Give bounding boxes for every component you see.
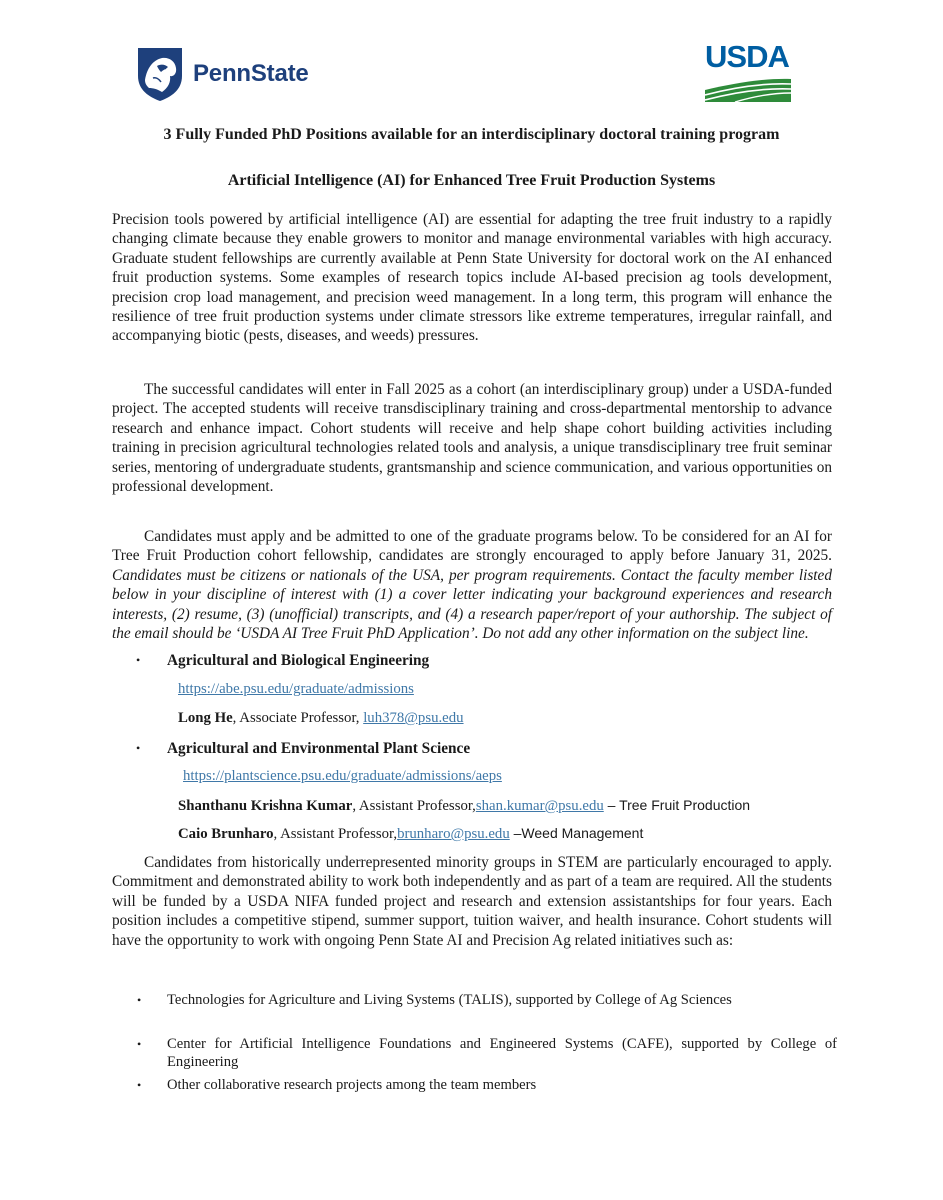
contact-line [178,824,643,844]
contact-line [178,796,750,816]
contact-email-link[interactable]: shan.kumar@psu.edu [475,798,604,814]
contact-role: , Associate Professor, [232,710,364,726]
application-paragraph [112,527,832,643]
abe-admissions-link[interactable]: https://abe.psu.edu/graduate/admissions [178,681,414,697]
usda-logo [705,40,791,102]
contact-name: Long He [178,710,233,726]
intro-paragraph: Precision tools powered by artificial intelligence (AI) are essential for adapting the tree fruit industry to a rapidly changing climate because they enable growers to monitor and manage environmental variables with high accuracy. Graduate student fellowships are currently available at Penn State University for doctoral work on the AI enhanced fruit production systems. Some examples of research topics include AI-based precision ag tools development, precision crop load management, and precision weed management. In a long term, this program will enhance the resilience of tree fruit production systems under climate stressors like extreme temperatures, irregular rainfall, and accompanying biotic (pests, diseases, and weeds) pressures. [112,211,832,345]
contact-name: Caio Brunharo [178,826,274,842]
program-name: Agricultural and Biological Engineering [167,652,430,669]
application-text: Candidates must apply and be admitted to one of the graduate programs below. To be considered for an AI for Tree Fruit Production cohort fellowship, candidates are strongly encouraged to apply before January 31, 2025. [112,528,832,565]
usda-field-icon [705,74,791,102]
contact-area: –Weed Management [509,825,644,841]
bullet: • [136,741,141,755]
contact-line [178,709,464,728]
contact-email-link[interactable]: brunharo@psu.edu [397,826,510,842]
funding-paragraph: Candidates from historically underrepresented minority groups in STEM are particularly encouraged to apply. Commitment and demonstrated ability to work both independently and as part of a team are required. All the students will be funded by a USDA NIFA funded project and research and extension assistantships for four years. Each position includes a competitive stipend, summer support, tuition waiver, and health insurance. Cohort students will have the opportunity to work with ongoing Penn State AI and Precision Ag related initiatives such as: [112,854,832,949]
initiative-text: Center for Artificial Intelligence Foundations and Engineered Systems (CAFE), supported by College of Engineering [167,1036,837,1070]
contact-role: , Assistant Professor, [273,826,398,842]
bullet: • [136,653,141,667]
contact-area: – Tree Fruit Production [603,797,751,813]
pennstate-wordmark: PennState [193,60,309,87]
initiative-text: Other collaborative research projects among the team members [167,1077,537,1093]
nittany-lion-shield-icon [135,46,185,102]
main-title: 3 Fully Funded PhD Positions available for an interdisciplinary doctoral training program [163,126,780,143]
pennstate-logo [135,46,309,102]
bullet: • [137,1037,142,1051]
initiative-text: Technologies for Agriculture and Living Systems (TALIS), supported by College of Ag Sciences [167,992,732,1008]
aeps-admissions-link[interactable]: https://plantscience.psu.edu/graduate/admissions/aeps [183,768,502,784]
program-name: Agricultural and Environmental Plant Science [167,740,471,757]
usda-wordmark: USDA [705,39,789,74]
contact-role: , Assistant Professor, [352,798,476,814]
bullet: • [137,993,142,1007]
cohort-paragraph: The successful candidates will enter in Fall 2025 as a cohort (an interdisciplinary group) under a USDA-funded project. The accepted students will receive transdisciplinary training and cross-departmental mentorship to advance research and enhance impact. Cohort students will receive and help shape cohort building activities including training in precision agricultural technologies related tools and analysis, a unique transdisciplinary tree fruit seminar series, mentoring of undergraduate students, grantsmanship and science communication, and various opportunities on professional development. [112,381,832,496]
bullet: • [137,1078,142,1092]
contact-name: Shanthanu Krishna Kumar [178,798,353,814]
contact-email-link[interactable]: luh378@psu.edu [363,710,464,726]
application-requirements: Candidates must be citizens or nationals of the USA, per program requirements. Contact the faculty member listed below in your discipline of interest with (1) a cover letter indicating your background experiences and research interests, (2) resume, (3) (unofficial) transcripts, and (4) a research paper/report of your authorship. The subject of the email should be ‘USDA AI Tree Fruit PhD Application’. Do not add any other information on the subject line. [112,566,832,643]
program-title: Artificial Intelligence (AI) for Enhanced Tree Fruit Production Systems [227,172,716,189]
